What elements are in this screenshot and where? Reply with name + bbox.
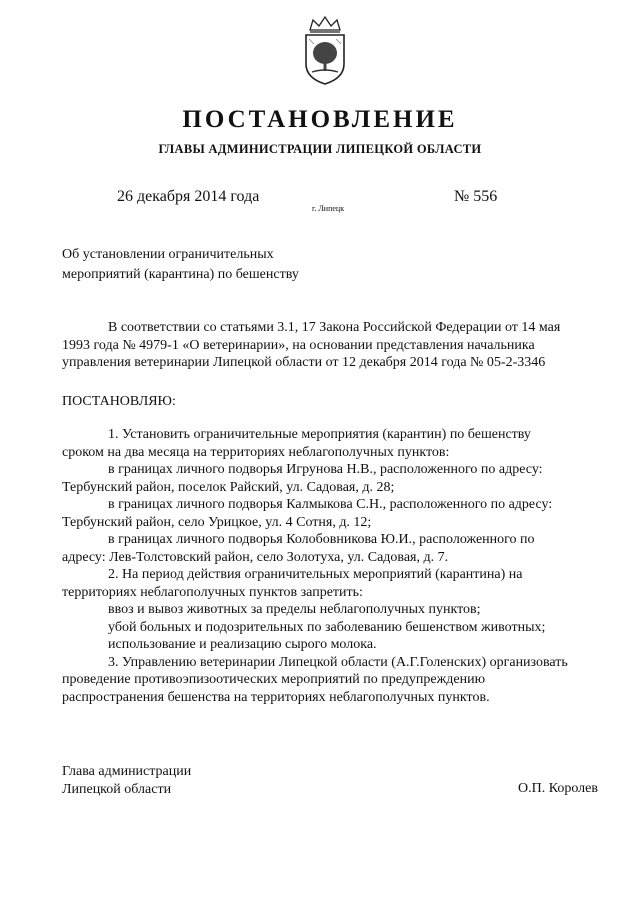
preamble (62, 319, 612, 372)
subject-line: Об установлении ограничительных (62, 247, 274, 262)
subitem-line: Тербунский район, поселок Райский, ул. Садовая, д. 28; (62, 479, 395, 495)
item-2-line: территориях неблагополучных пунктов запретить: (62, 584, 363, 600)
item-3-line: распространения бешенства на территориях неблагополучных пунктов. (62, 689, 490, 705)
subitem-line: в границах личного подворья Колобовникова Ю.И., расположенного по (108, 532, 535, 547)
lipetsk-coat-of-arms-icon (300, 14, 350, 86)
item-2-line: 2. На период действия ограничительных мероприятий (карантина) на (108, 567, 523, 582)
item-1-line: 1. Установить ограничительные мероприятия (карантин) по бешенству (108, 427, 531, 442)
preamble-line: 1993 года № 4979-1 «О ветеринарии», на основании представления начальника (62, 337, 535, 353)
preamble-line: управления ветеринарии Липецкой области от 12 декабря 2014 года № 05-2-3346 (62, 355, 546, 370)
item-3-line: 3. Управлению ветеринарии Липецкой области (А.Г.Голенских) организовать (108, 654, 568, 670)
subitem-line: в границах личного подворья Игрунова Н.В., расположенного по адресу: (108, 462, 543, 477)
subitem-line: адресу: Лев-Толстовский район, село Золотуха, ул. Садовая, д. 7. (62, 549, 449, 565)
decree-word: ПОСТАНОВЛЯЮ: (62, 394, 176, 409)
subitem-line: ввоз и вывоз животных за пределы неблагополучных пунктов; (108, 602, 481, 617)
document-issuer: ГЛАВЫ АДМИНИСТРАЦИИ ЛИПЕЦКОЙ ОБЛАСТИ (158, 142, 482, 156)
document-title: ПОСТАНОВЛЕНИЕ (182, 106, 458, 133)
document-number: № 556 (454, 188, 498, 205)
subitem-line: в границах личного подворья Калмыкова С.Н., расположенного по адресу: (108, 497, 553, 512)
decree-items (62, 426, 612, 706)
signatory-name: О.П. Королев (518, 781, 598, 796)
document-date: 26 декабря 2014 года (117, 188, 260, 205)
signatory-position (62, 763, 191, 799)
subitem-line: использование и реализацию сырого молока. (108, 637, 377, 652)
signatory-position-line: Липецкой области (62, 782, 172, 797)
subitem-line: Тербунский район, село Урицкое, ул. 4 Сотня, д. 12; (62, 514, 372, 530)
document-subject (62, 245, 402, 285)
preamble-line: В соответствии со статьями 3.1, 17 Закона Российской Федерации от 14 мая (108, 320, 561, 335)
document-city: г. Липецк (312, 204, 345, 213)
subitem-line: убой больных и подозрительных по заболеванию бешенством животных; (108, 619, 546, 635)
item-1-line: сроком на два месяца на территориях неблагополучных пунктов: (62, 444, 450, 460)
item-3-line: проведение противоэпизоотических мероприятий по предупреждению (62, 672, 486, 687)
subject-line: мероприятий (карантина) по бешенству (62, 267, 299, 282)
signatory-position-line: Глава администрации (62, 764, 192, 779)
